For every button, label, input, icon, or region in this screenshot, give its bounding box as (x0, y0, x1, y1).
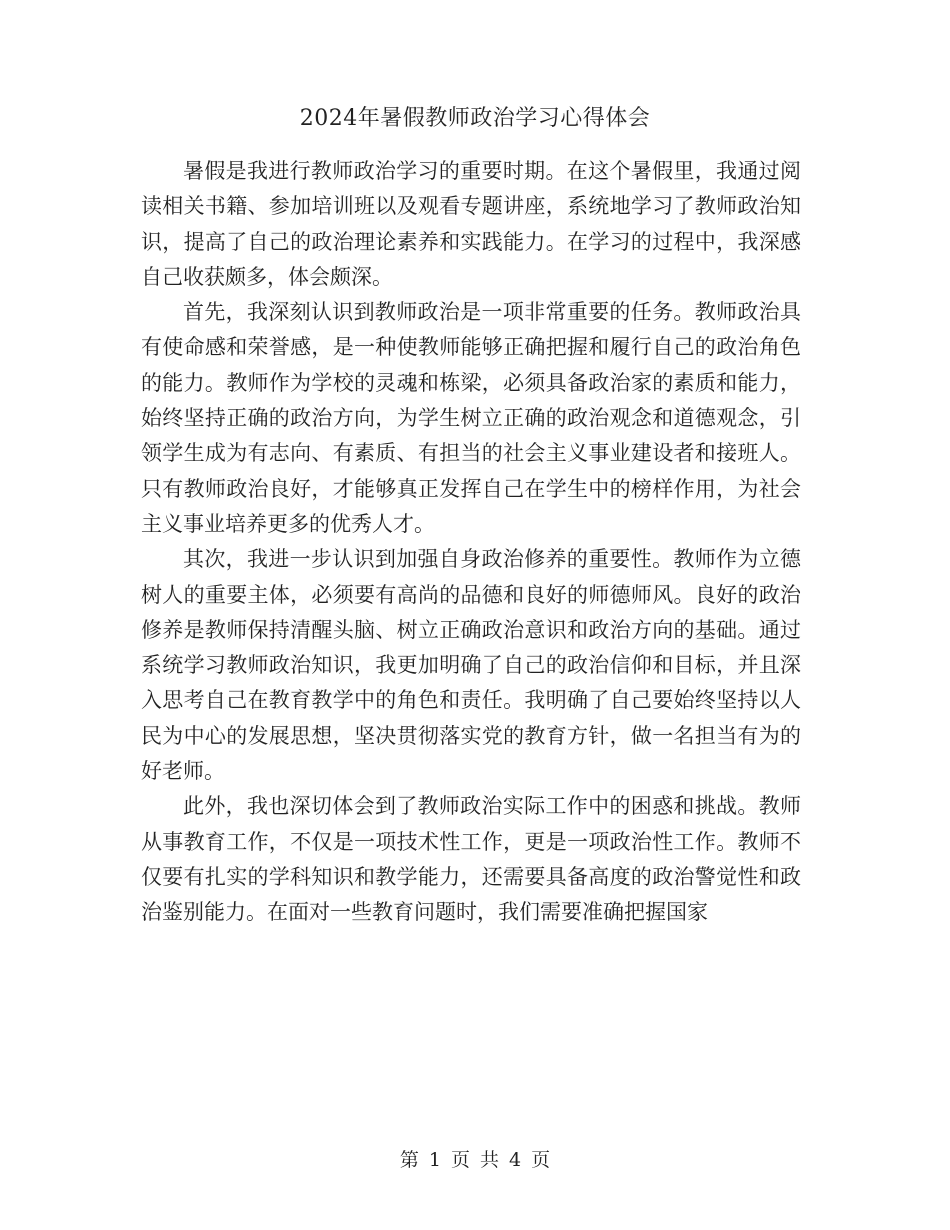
paragraph-4: 此外，我也深切体会到了教师政治实际工作中的困惑和挑战。教师从事教育工作，不仅是一项技术性工作，更是一项政治性工作。教师不仅要有扎实的学科知识和教学能力，还需要具备高度的政治警觉性和政治鉴别能力。在面对一些教育问题时，我们需要准确把握国家 (141, 794, 801, 925)
paragraph-1: 暑假是我进行教师政治学习的重要时期。在这个暑假里，我通过阅读相关书籍、参加培训班以及观看专题讲座，系统地学习了教师政治知识，提高了自己的政治理论素养和实践能力。在学习的过程中，我深感自己收获颇多，体会颇深。 (141, 159, 801, 289)
paragraph-2: 首先，我深刻认识到教师政治是一项非常重要的任务。教师政治具有使命感和荣誉感，是一种使教师能够正确把握和履行自己的政治角色的能力。教师作为学校的灵魂和栋梁，必须具备政治家的素质和能力，始终坚持正确的政治方向，为学生树立正确的政治观念和道德观念，引领学生成为有志向、有素质、有担当的社会主义事业建设者和接班人。只有教师政治良好，才能够真正发挥自己在学生中的榜样作用，为社会主义事业培养更多的优秀人才。 (141, 300, 801, 536)
page-number-footer: 第 1 页 共 4 页 (399, 1149, 551, 1171)
document-title: 2024年暑假教师政治学习心得体会 (299, 106, 651, 131)
document-body (141, 154, 801, 931)
paragraph-3: 其次，我进一步认识到加强自身政治修养的重要性。教师作为立德树人的重要主体，必须要有高尚的品德和良好的师德师风。良好的政治修养是教师保持清醒头脑、树立正确政治意识和政治方向的基础。通过系统学习教师政治知识，我更加明确了自己的政治信仰和目标，并且深入思考自己在教育教学中的角色和责任。我明确了自己要始终坚持以人民为中心的发展思想，坚决贯彻落实党的教育方针，做一名担当有为的好老师。 (141, 547, 801, 784)
